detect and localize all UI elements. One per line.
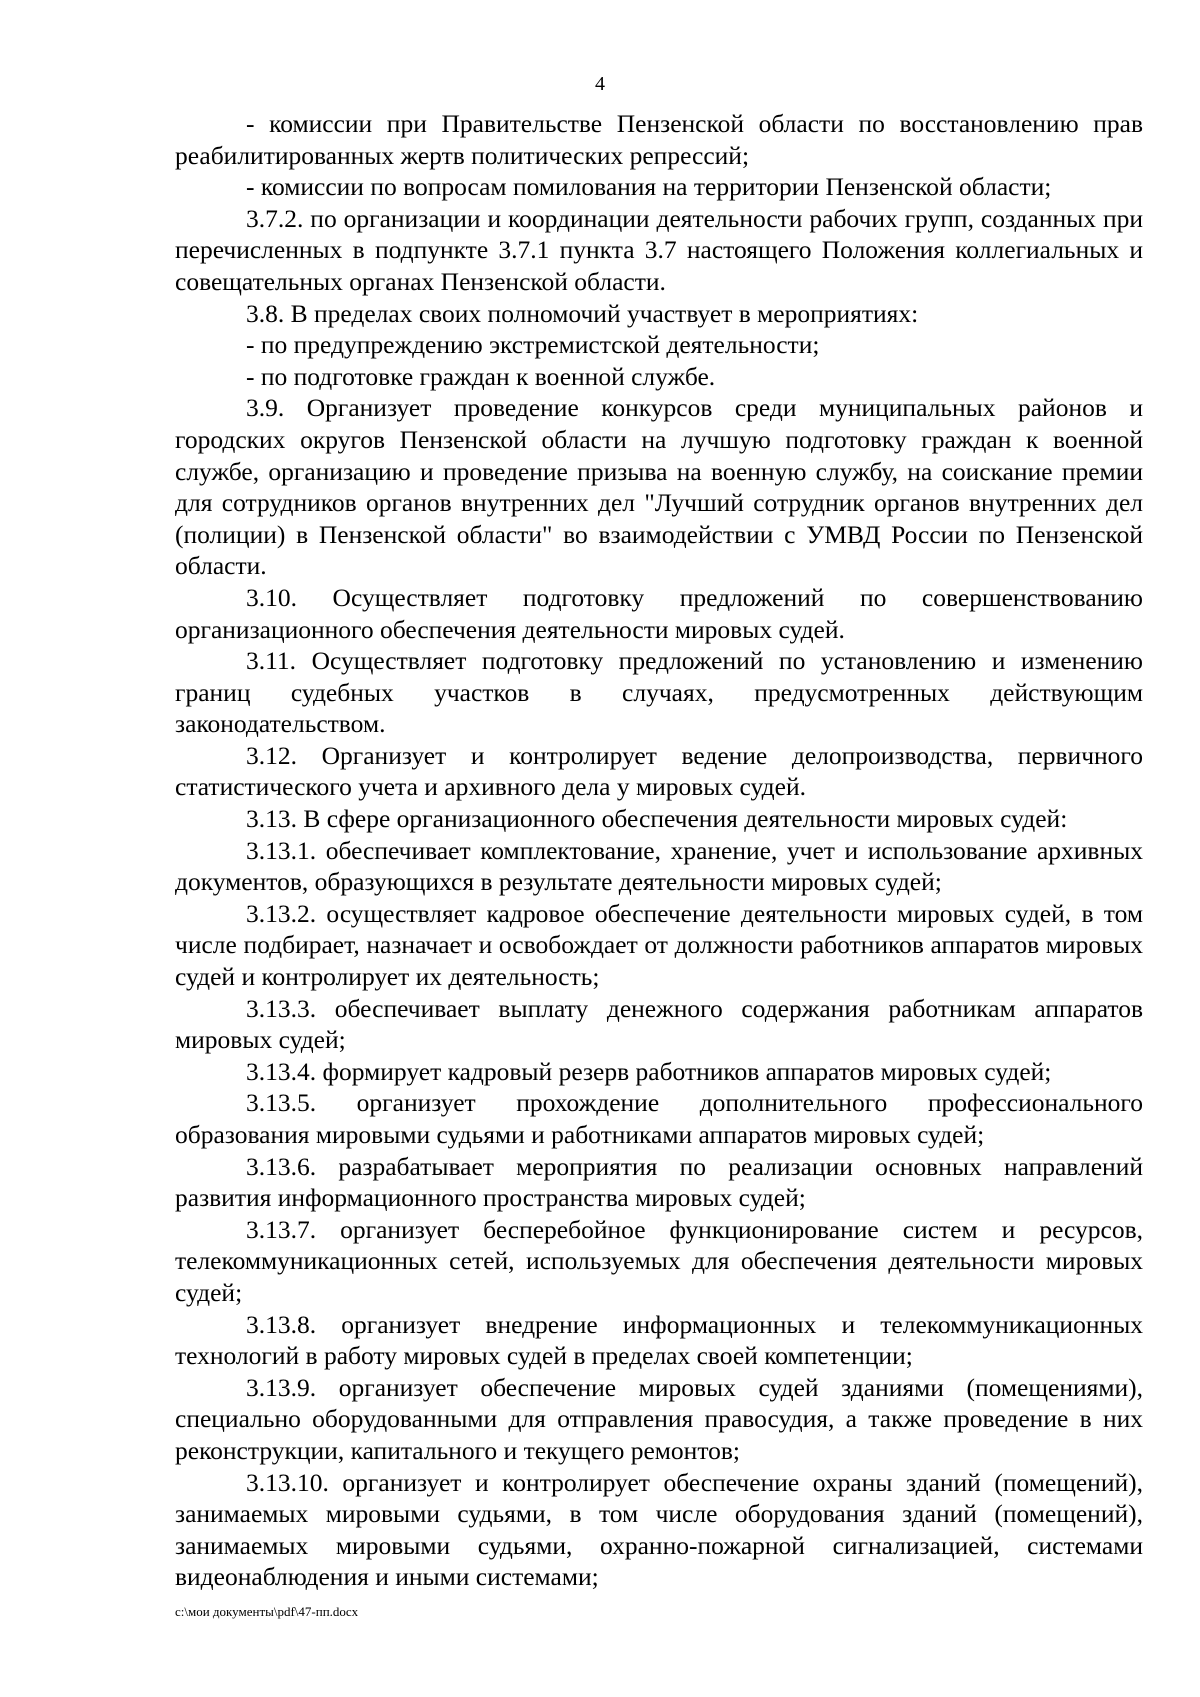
paragraph-3-11: 3.11. Осуществляет подготовку предложений по установлению и изменению границ судебных участков в случаях, предусмотренных действующим законодательством. — [175, 646, 1143, 739]
paragraph-3-13-1: 3.13.1. обеспечивает комплектование, хранение, учет и использование архивных документов, образующихся в результате деятельности мировых судей; — [175, 835, 1143, 897]
page-number: 4 — [595, 73, 605, 95]
paragraph-3-13: 3.13. В сфере организационного обеспечения деятельности мировых судей: — [246, 804, 1068, 834]
paragraph-3-10: 3.10. Осуществляет подготовку предложений по совершенствованию организационного обеспечения деятельности мировых судей. — [175, 582, 1143, 644]
paragraph-3-8: 3.8. В пределах своих полномочий участвует в мероприятиях: — [246, 298, 919, 328]
paragraph-3-13-4: 3.13.4. формирует кадровый резерв работников аппаратов мировых судей; — [246, 1056, 1052, 1086]
document-body — [175, 108, 1143, 1593]
paragraph-3-13-2: 3.13.2. осуществляет кадровое обеспечение деятельности мировых судей, в том числе подбирает, назначает и освобождает от должности работников аппаратов мировых судей и контролирует их деятельность; — [175, 898, 1143, 992]
paragraph-3-13-5: 3.13.5. организует прохождение дополнительного профессионального образования мировыми судьями и работниками аппаратов мировых судей; — [175, 1088, 1143, 1149]
paragraph-extremism-prevention: - по предупреждению экстремистской деятельности; — [246, 330, 820, 360]
paragraph-3-13-7: 3.13.7. организует бесперебойное функционирование систем и ресурсов, телекоммуникационных сетей, используемых для обеспечения деятельности мировых судей; — [175, 1214, 1143, 1307]
paragraph-3-13-8: 3.13.8. организует внедрение информационных и телекоммуникационных технологий в работу мировых судей в пределах своей компетенции; — [175, 1309, 1143, 1371]
paragraph-commission-pardon: - комиссии по вопросам помилования на территории Пензенской области; — [246, 172, 1052, 202]
footer-file-path: c:\мои документы\pdf\47-пп.docx — [175, 1604, 359, 1619]
paragraph-3-13-10: 3.13.10. организует и контролирует обеспечение охраны зданий (помещений), занимаемых мировыми судьями, в том числе оборудования зданий (помещений), занимаемых мировыми судьями, охранно-пожарной сигнализацией, системами видеонаблюдения и иными системами; — [175, 1467, 1143, 1592]
paragraph-3-13-9: 3.13.9. организует обеспечение мировых судей зданиями (помещениями), специально оборудованными для отправления правосудия, а также проведение в них реконструкции, капитального и текущего ремонтов; — [175, 1372, 1143, 1465]
paragraph-3-12: 3.12. Организует и контролирует ведение делопроизводства, первичного статистического учета и архивного дела у мировых судей. — [175, 740, 1143, 802]
paragraph-military-training: - по подготовке граждан к военной службе. — [246, 361, 716, 391]
paragraph-commission-rehabilitation: - комиссии при Правительстве Пензенской области по восстановлению прав реабилитированных жертв политических репрессий; — [175, 109, 1143, 170]
paragraph-3-13-6: 3.13.6. разрабатывает мероприятия по реализации основных направлений развития информационного пространства мировых судей; — [175, 1151, 1143, 1213]
paragraph-3-7-2: 3.7.2. по организации и координации деятельности рабочих групп, созданных при перечисленных в подпункте 3.7.1 пункта 3.7 настоящего Положения коллегиальных и совещательных органах Пензенской области. — [175, 203, 1143, 296]
paragraph-3-13-3: 3.13.3. обеспечивает выплату денежного содержания работникам аппаратов мировых судей; — [175, 993, 1143, 1055]
paragraph-3-9: 3.9. Организует проведение конкурсов среди муниципальных районов и городских округов Пензенской области на лучшую подготовку граждан к военной службе, организацию и проведение призыва на военную службу, на соискание премии для сотрудников органов внутренних дел "Лучший сотрудник органов внутренних дел (полиции) в Пензенской области" во взаимодействии с УМВД России по Пензенской области. — [175, 393, 1143, 581]
